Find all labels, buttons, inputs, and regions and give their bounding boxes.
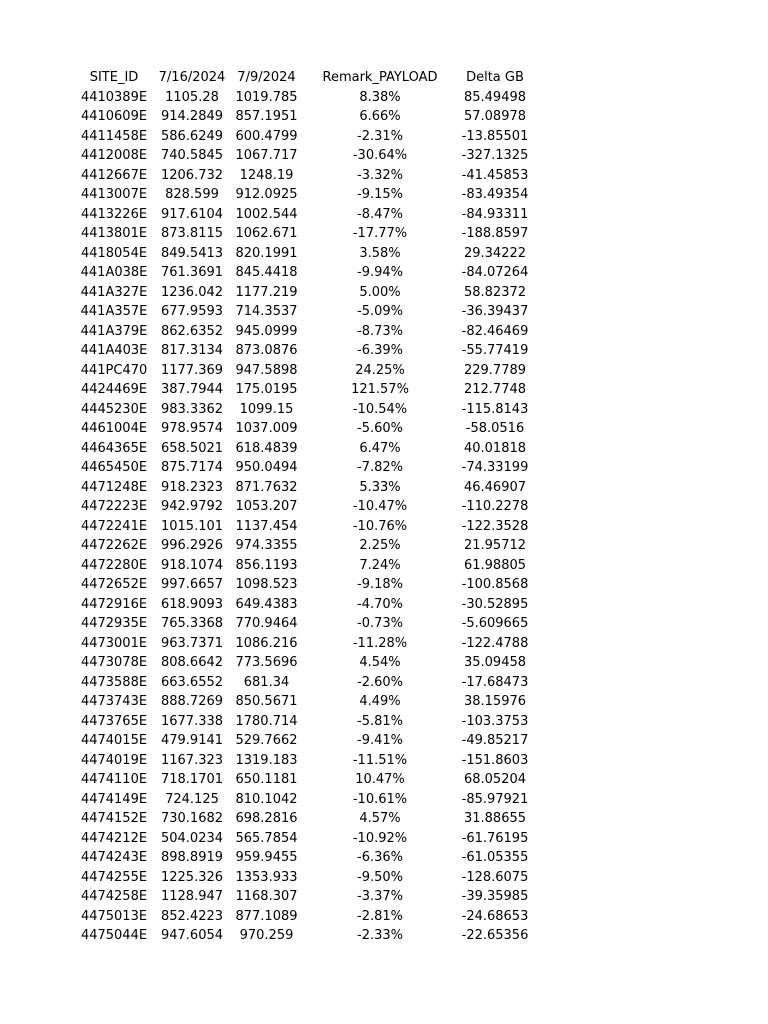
remark-payload-cell: -6.36% xyxy=(357,850,403,865)
remark-payload-cell: 10.47% xyxy=(355,772,405,787)
table-row xyxy=(72,146,535,166)
site-id-cell: 4411458E xyxy=(80,128,148,144)
payload-7-16-cell: 898.8919 xyxy=(160,850,224,865)
delta-gb-cell: 212.7748 xyxy=(463,382,527,397)
table-row xyxy=(72,302,535,322)
payload-7-9-cell: 912.0925 xyxy=(235,187,298,202)
payload-7-16-cell: 1225.326 xyxy=(160,869,224,885)
delta-gb-cell: 58.82372 xyxy=(463,284,527,300)
delta-gb-cell: -110.2278 xyxy=(461,499,529,514)
header-remark-payload: Remark_PAYLOAD xyxy=(322,70,438,85)
delta-gb-cell: 85.49498 xyxy=(463,89,527,105)
remark-payload-cell: -8.73% xyxy=(357,323,403,339)
remark-payload-cell: 4.57% xyxy=(359,811,401,826)
payload-7-16-cell: 677.9593 xyxy=(160,304,224,319)
delta-gb-cell: 40.01818 xyxy=(463,440,527,456)
remark-payload-cell: -9.50% xyxy=(357,869,403,885)
site-id-cell: 4474258E xyxy=(80,889,148,904)
payload-7-9-cell: 600.4799 xyxy=(235,128,298,144)
payload-7-16-cell: 479.9141 xyxy=(160,733,224,748)
table-row xyxy=(72,458,535,478)
payload-7-9-cell: 1137.454 xyxy=(235,518,298,534)
remark-payload-cell: -2.60% xyxy=(357,674,403,690)
payload-7-16-cell: 873.8115 xyxy=(160,226,224,241)
payload-7-16-cell: 852.4223 xyxy=(160,908,224,924)
remark-payload-cell: -2.33% xyxy=(357,928,403,943)
table-row xyxy=(72,634,535,654)
payload-7-9-cell: 1053.207 xyxy=(235,499,298,514)
delta-gb-cell: -122.3528 xyxy=(461,518,529,534)
payload-7-16-cell: 914.2849 xyxy=(160,109,224,124)
site-id-cell: 4412667E xyxy=(80,167,148,183)
delta-gb-cell: -58.0516 xyxy=(465,421,525,436)
delta-gb-cell: -61.76195 xyxy=(461,830,529,846)
payload-7-16-cell: 1015.101 xyxy=(160,518,224,534)
site-id-cell: 4472262E xyxy=(80,538,148,553)
remark-payload-cell: 5.00% xyxy=(359,284,401,300)
payload-7-9-cell: 877.1089 xyxy=(235,908,298,924)
site-id-cell: 4474015E xyxy=(80,733,148,748)
table-row xyxy=(72,185,535,205)
payload-7-9-cell: 974.3355 xyxy=(235,538,298,553)
delta-gb-cell: 29.34222 xyxy=(463,245,527,261)
table-row xyxy=(72,556,535,576)
table-row xyxy=(72,341,535,361)
remark-payload-cell: -0.73% xyxy=(357,616,403,631)
site-id-cell: 4472280E xyxy=(80,557,148,573)
delta-gb-cell: -103.3753 xyxy=(461,713,529,729)
delta-gb-cell: -39.35985 xyxy=(461,889,529,904)
table-row xyxy=(72,478,535,498)
payload-7-9-cell: 970.259 xyxy=(239,928,294,943)
delta-gb-cell: -30.52895 xyxy=(461,596,529,612)
payload-7-16-cell: 1177.369 xyxy=(160,362,224,378)
remark-payload-cell: -5.60% xyxy=(357,421,403,436)
remark-payload-cell: -3.32% xyxy=(357,167,403,183)
payload-7-9-cell: 175.0195 xyxy=(235,382,298,397)
remark-payload-cell: -9.15% xyxy=(357,187,403,202)
site-id-cell: 4410609E xyxy=(80,109,148,124)
remark-payload-cell: -10.47% xyxy=(352,499,408,514)
table-row xyxy=(72,224,535,244)
payload-7-16-cell: 862.6352 xyxy=(160,323,224,339)
site-id-cell: 4474149E xyxy=(80,791,148,807)
site-id-cell: 4475044E xyxy=(80,928,148,943)
payload-7-9-cell: 1086.216 xyxy=(235,635,298,651)
table-row xyxy=(72,790,535,810)
remark-payload-cell: 3.58% xyxy=(359,245,401,261)
payload-7-16-cell: 730.1682 xyxy=(160,811,224,826)
header-row xyxy=(72,68,535,88)
delta-gb-cell: 229.7789 xyxy=(463,362,527,378)
payload-7-9-cell: 856.1193 xyxy=(235,557,298,573)
payload-7-16-cell: 718.1701 xyxy=(160,772,224,787)
table-row xyxy=(72,673,535,693)
delta-gb-cell: -24.68653 xyxy=(461,908,529,924)
remark-payload-cell: 6.66% xyxy=(359,109,401,124)
payload-7-16-cell: 618.9093 xyxy=(160,596,224,612)
delta-gb-cell: -188.8597 xyxy=(461,226,529,241)
remark-payload-cell: -2.31% xyxy=(357,128,403,144)
delta-gb-cell: 38.15976 xyxy=(463,694,527,709)
payload-7-9-cell: 1353.933 xyxy=(235,869,298,885)
site-id-cell: 4472652E xyxy=(80,577,148,592)
table-row xyxy=(72,127,535,147)
remark-payload-cell: 2.25% xyxy=(359,538,401,553)
payload-7-9-cell: 650.1181 xyxy=(235,772,298,787)
site-id-cell: 4424469E xyxy=(80,382,148,397)
delta-gb-cell: -61.05355 xyxy=(461,850,529,865)
remark-payload-cell: -8.47% xyxy=(357,206,403,222)
delta-gb-cell: 57.08978 xyxy=(463,109,527,124)
site-id-cell: 4474110E xyxy=(80,772,148,787)
remark-payload-cell: 7.24% xyxy=(359,557,401,573)
payload-7-9-cell: 945.0999 xyxy=(235,323,298,339)
remark-payload-cell: -2.81% xyxy=(357,908,403,924)
payload-7-16-cell: 963.7371 xyxy=(160,635,224,651)
payload-7-9-cell: 770.9464 xyxy=(235,616,298,631)
payload-7-16-cell: 1677.338 xyxy=(160,713,224,729)
remark-payload-cell: 4.49% xyxy=(359,694,401,709)
payload-7-16-cell: 1128.947 xyxy=(160,889,224,904)
remark-payload-cell: 5.33% xyxy=(359,479,401,495)
table-row xyxy=(72,692,535,712)
site-id-cell: 4472241E xyxy=(80,518,148,534)
delta-gb-cell: -49.85217 xyxy=(461,733,529,748)
remark-payload-cell: 121.57% xyxy=(351,382,409,397)
payload-7-16-cell: 996.2926 xyxy=(160,538,224,553)
table-row xyxy=(72,283,535,303)
payload-7-9-cell: 1002.544 xyxy=(235,206,298,222)
table-row xyxy=(72,263,535,283)
table-row xyxy=(72,536,535,556)
delta-gb-cell: 35.09458 xyxy=(463,655,527,670)
table-row xyxy=(72,887,535,907)
payload-7-9-cell: 529.7662 xyxy=(235,733,298,748)
remark-payload-cell: 24.25% xyxy=(355,362,405,378)
table-row xyxy=(72,575,535,595)
remark-payload-cell: -30.64% xyxy=(352,148,408,163)
payload-7-9-cell: 1780.714 xyxy=(235,713,298,729)
remark-payload-cell: -5.81% xyxy=(357,713,403,729)
payload-7-16-cell: 387.7944 xyxy=(160,382,224,397)
header-date-7-9: 7/9/2024 xyxy=(237,70,296,85)
payload-7-16-cell: 947.6054 xyxy=(160,928,224,943)
payload-7-16-cell: 504.0234 xyxy=(160,830,224,846)
site-id-cell: 4472223E xyxy=(80,499,148,514)
payload-7-9-cell: 1037.009 xyxy=(235,421,298,436)
remark-payload-cell: -10.61% xyxy=(352,791,408,807)
delta-gb-cell: 68.05204 xyxy=(463,772,527,787)
table-row xyxy=(72,712,535,732)
table-row xyxy=(72,517,535,537)
payload-7-9-cell: 873.0876 xyxy=(235,343,298,358)
payload-7-9-cell: 714.3537 xyxy=(235,304,298,319)
delta-gb-cell: -82.46469 xyxy=(461,323,529,339)
payload-7-16-cell: 978.9574 xyxy=(160,421,224,436)
site-id-cell: 441A379E xyxy=(80,323,148,339)
remark-payload-cell: -11.28% xyxy=(352,635,408,651)
site-id-cell: 4473078E xyxy=(80,655,148,670)
payload-7-16-cell: 761.3691 xyxy=(160,265,224,280)
remark-payload-cell: -7.82% xyxy=(357,460,403,475)
header-delta-gb: Delta GB xyxy=(466,70,524,85)
payload-7-16-cell: 918.1074 xyxy=(160,557,224,573)
delta-gb-cell: -83.49354 xyxy=(461,187,529,202)
table-row xyxy=(72,829,535,849)
delta-gb-cell: 31.88655 xyxy=(463,811,527,826)
payload-7-16-cell: 875.7174 xyxy=(160,460,224,475)
table-row xyxy=(72,205,535,225)
delta-gb-cell: -13.85501 xyxy=(461,128,529,144)
table-row xyxy=(72,380,535,400)
delta-gb-cell: 61.98805 xyxy=(463,557,527,573)
site-id-cell: 4475013E xyxy=(80,908,148,924)
payload-7-16-cell: 663.6552 xyxy=(160,674,224,690)
payload-7-16-cell: 658.5021 xyxy=(160,440,224,456)
table-row xyxy=(72,868,535,888)
delta-gb-cell: -22.65356 xyxy=(461,928,529,943)
payload-7-9-cell: 565.7854 xyxy=(235,830,298,846)
payload-7-16-cell: 917.6104 xyxy=(160,206,224,222)
remark-payload-cell: -17.77% xyxy=(352,226,408,241)
payload-7-16-cell: 918.2323 xyxy=(160,479,224,495)
payload-7-9-cell: 681.34 xyxy=(243,674,290,690)
delta-gb-cell: -115.8143 xyxy=(461,401,529,417)
site-id-cell: 4465450E xyxy=(80,460,148,475)
remark-payload-cell: -9.41% xyxy=(357,733,403,748)
site-id-cell: 4413801E xyxy=(80,226,148,241)
delta-gb-cell: -17.68473 xyxy=(461,674,529,690)
payload-7-9-cell: 947.5898 xyxy=(235,362,298,378)
site-id-cell: 4410389E xyxy=(80,89,148,105)
site-id-cell: 441A327E xyxy=(80,284,148,300)
payload-7-16-cell: 1105.28 xyxy=(165,89,219,105)
site-id-cell: 441A357E xyxy=(80,304,148,319)
payload-7-9-cell: 1177.219 xyxy=(235,284,298,300)
delta-gb-cell: -41.45853 xyxy=(461,167,529,183)
payload-7-16-cell: 724.125 xyxy=(165,791,219,807)
table-row xyxy=(72,88,535,108)
remark-payload-cell: -5.09% xyxy=(357,304,403,319)
table-row xyxy=(72,439,535,459)
site-id-cell: 4473765E xyxy=(80,713,148,729)
payload-7-9-cell: 649.4383 xyxy=(235,596,298,612)
table-row xyxy=(72,809,535,829)
site-id-cell: 441A038E xyxy=(80,265,148,280)
remark-payload-cell: -9.18% xyxy=(357,577,403,592)
site-id-cell: 4474255E xyxy=(80,869,148,885)
payload-7-16-cell: 997.6657 xyxy=(160,577,224,592)
payload-7-9-cell: 871.7632 xyxy=(235,479,298,495)
delta-gb-cell: -151.8603 xyxy=(461,752,529,768)
payload-7-16-cell: 586.6249 xyxy=(160,128,224,144)
payload-table xyxy=(72,68,535,946)
table-row xyxy=(72,244,535,264)
delta-gb-cell: -84.93311 xyxy=(461,206,529,222)
site-id-cell: 4413226E xyxy=(80,206,148,222)
payload-7-16-cell: 983.3362 xyxy=(160,401,224,417)
table-row xyxy=(72,731,535,751)
payload-7-9-cell: 820.1991 xyxy=(235,245,298,261)
payload-7-9-cell: 1099.15 xyxy=(239,401,294,417)
site-id-cell: 4474019E xyxy=(80,752,148,768)
payload-7-9-cell: 773.5696 xyxy=(235,655,298,670)
table-row xyxy=(72,322,535,342)
delta-gb-cell: -85.97921 xyxy=(461,791,529,807)
site-id-cell: 4418054E xyxy=(80,245,148,261)
table-row xyxy=(72,497,535,517)
table-row xyxy=(72,653,535,673)
payload-7-16-cell: 888.7269 xyxy=(160,694,224,709)
site-id-cell: 4473001E xyxy=(80,635,148,651)
delta-gb-cell: -122.4788 xyxy=(461,635,529,651)
remark-payload-cell: 8.38% xyxy=(359,89,401,105)
delta-gb-cell: -84.07264 xyxy=(461,265,529,280)
table-row xyxy=(72,361,535,381)
delta-gb-cell: -5.609665 xyxy=(461,616,529,631)
site-id-cell: 4464365E xyxy=(80,440,148,456)
payload-7-9-cell: 1098.523 xyxy=(235,577,298,592)
site-id-cell: 441A403E xyxy=(80,343,148,358)
table-row xyxy=(72,751,535,771)
header-site-id: SITE_ID xyxy=(89,70,139,85)
delta-gb-cell: -55.77419 xyxy=(461,343,529,358)
payload-7-16-cell: 942.9792 xyxy=(160,499,224,514)
remark-payload-cell: -9.94% xyxy=(357,265,403,280)
site-id-cell: 441PC470 xyxy=(80,362,148,378)
payload-7-16-cell: 765.3368 xyxy=(160,616,224,631)
table-row xyxy=(72,400,535,420)
remark-payload-cell: 6.47% xyxy=(359,440,401,456)
site-id-cell: 4473588E xyxy=(80,674,148,690)
site-id-cell: 4473743E xyxy=(80,694,148,709)
payload-7-16-cell: 808.6642 xyxy=(160,655,224,670)
payload-7-9-cell: 850.5671 xyxy=(235,694,298,709)
payload-7-9-cell: 857.1951 xyxy=(235,109,298,124)
table-row xyxy=(72,614,535,634)
table-body xyxy=(72,88,535,946)
remark-payload-cell: -10.92% xyxy=(352,830,408,846)
payload-7-16-cell: 817.3134 xyxy=(160,343,224,358)
table-row xyxy=(72,107,535,127)
delta-gb-cell: -100.8568 xyxy=(461,577,529,592)
table-row xyxy=(72,926,535,946)
site-id-cell: 4474243E xyxy=(80,850,148,865)
payload-7-16-cell: 1236.042 xyxy=(160,284,224,300)
payload-7-9-cell: 1019.785 xyxy=(235,89,298,105)
payload-7-9-cell: 959.9455 xyxy=(235,850,298,865)
site-id-cell: 4472916E xyxy=(80,596,148,612)
table-row xyxy=(72,770,535,790)
site-id-cell: 4474212E xyxy=(80,830,148,846)
payload-7-9-cell: 950.0494 xyxy=(235,460,298,475)
table-row xyxy=(72,848,535,868)
table-row xyxy=(72,595,535,615)
table-row xyxy=(72,907,535,927)
delta-gb-cell: -74.33199 xyxy=(461,460,529,475)
payload-7-9-cell: 1067.717 xyxy=(235,148,298,163)
payload-7-9-cell: 810.1042 xyxy=(235,791,298,807)
delta-gb-cell: -36.39437 xyxy=(461,304,529,319)
site-id-cell: 4474152E xyxy=(80,811,148,826)
payload-7-16-cell: 849.5413 xyxy=(160,245,224,261)
delta-gb-cell: -327.1325 xyxy=(461,148,529,163)
remark-payload-cell: -11.51% xyxy=(352,752,408,768)
header-date-7-16: 7/16/2024 xyxy=(158,70,226,85)
remark-payload-cell: -3.37% xyxy=(357,889,403,904)
payload-7-16-cell: 1206.732 xyxy=(160,167,224,183)
delta-gb-cell: -128.6075 xyxy=(461,869,529,885)
payload-7-9-cell: 1248.19 xyxy=(239,167,294,183)
remark-payload-cell: -10.54% xyxy=(352,401,408,417)
payload-7-16-cell: 1167.323 xyxy=(160,752,224,768)
site-id-cell: 4445230E xyxy=(80,401,148,417)
payload-7-16-cell: 828.599 xyxy=(165,187,219,202)
payload-7-9-cell: 1062.671 xyxy=(235,226,298,241)
remark-payload-cell: -6.39% xyxy=(357,343,403,358)
site-id-cell: 4472935E xyxy=(80,616,148,631)
table-row xyxy=(72,166,535,186)
site-id-cell: 4461004E xyxy=(80,421,148,436)
site-id-cell: 4413007E xyxy=(80,187,148,202)
payload-7-16-cell: 740.5845 xyxy=(160,148,224,163)
payload-7-9-cell: 618.4839 xyxy=(235,440,298,456)
payload-7-9-cell: 845.4418 xyxy=(235,265,298,280)
remark-payload-cell: -4.70% xyxy=(357,596,403,612)
payload-7-9-cell: 698.2816 xyxy=(235,811,298,826)
delta-gb-cell: 21.95712 xyxy=(463,538,527,553)
payload-7-9-cell: 1168.307 xyxy=(235,889,298,904)
site-id-cell: 4471248E xyxy=(80,479,148,495)
payload-7-9-cell: 1319.183 xyxy=(235,752,298,768)
delta-gb-cell: 46.46907 xyxy=(463,479,527,495)
remark-payload-cell: 4.54% xyxy=(359,655,401,670)
remark-payload-cell: -10.76% xyxy=(352,518,408,534)
table-row xyxy=(72,419,535,439)
site-id-cell: 4412008E xyxy=(80,148,148,163)
